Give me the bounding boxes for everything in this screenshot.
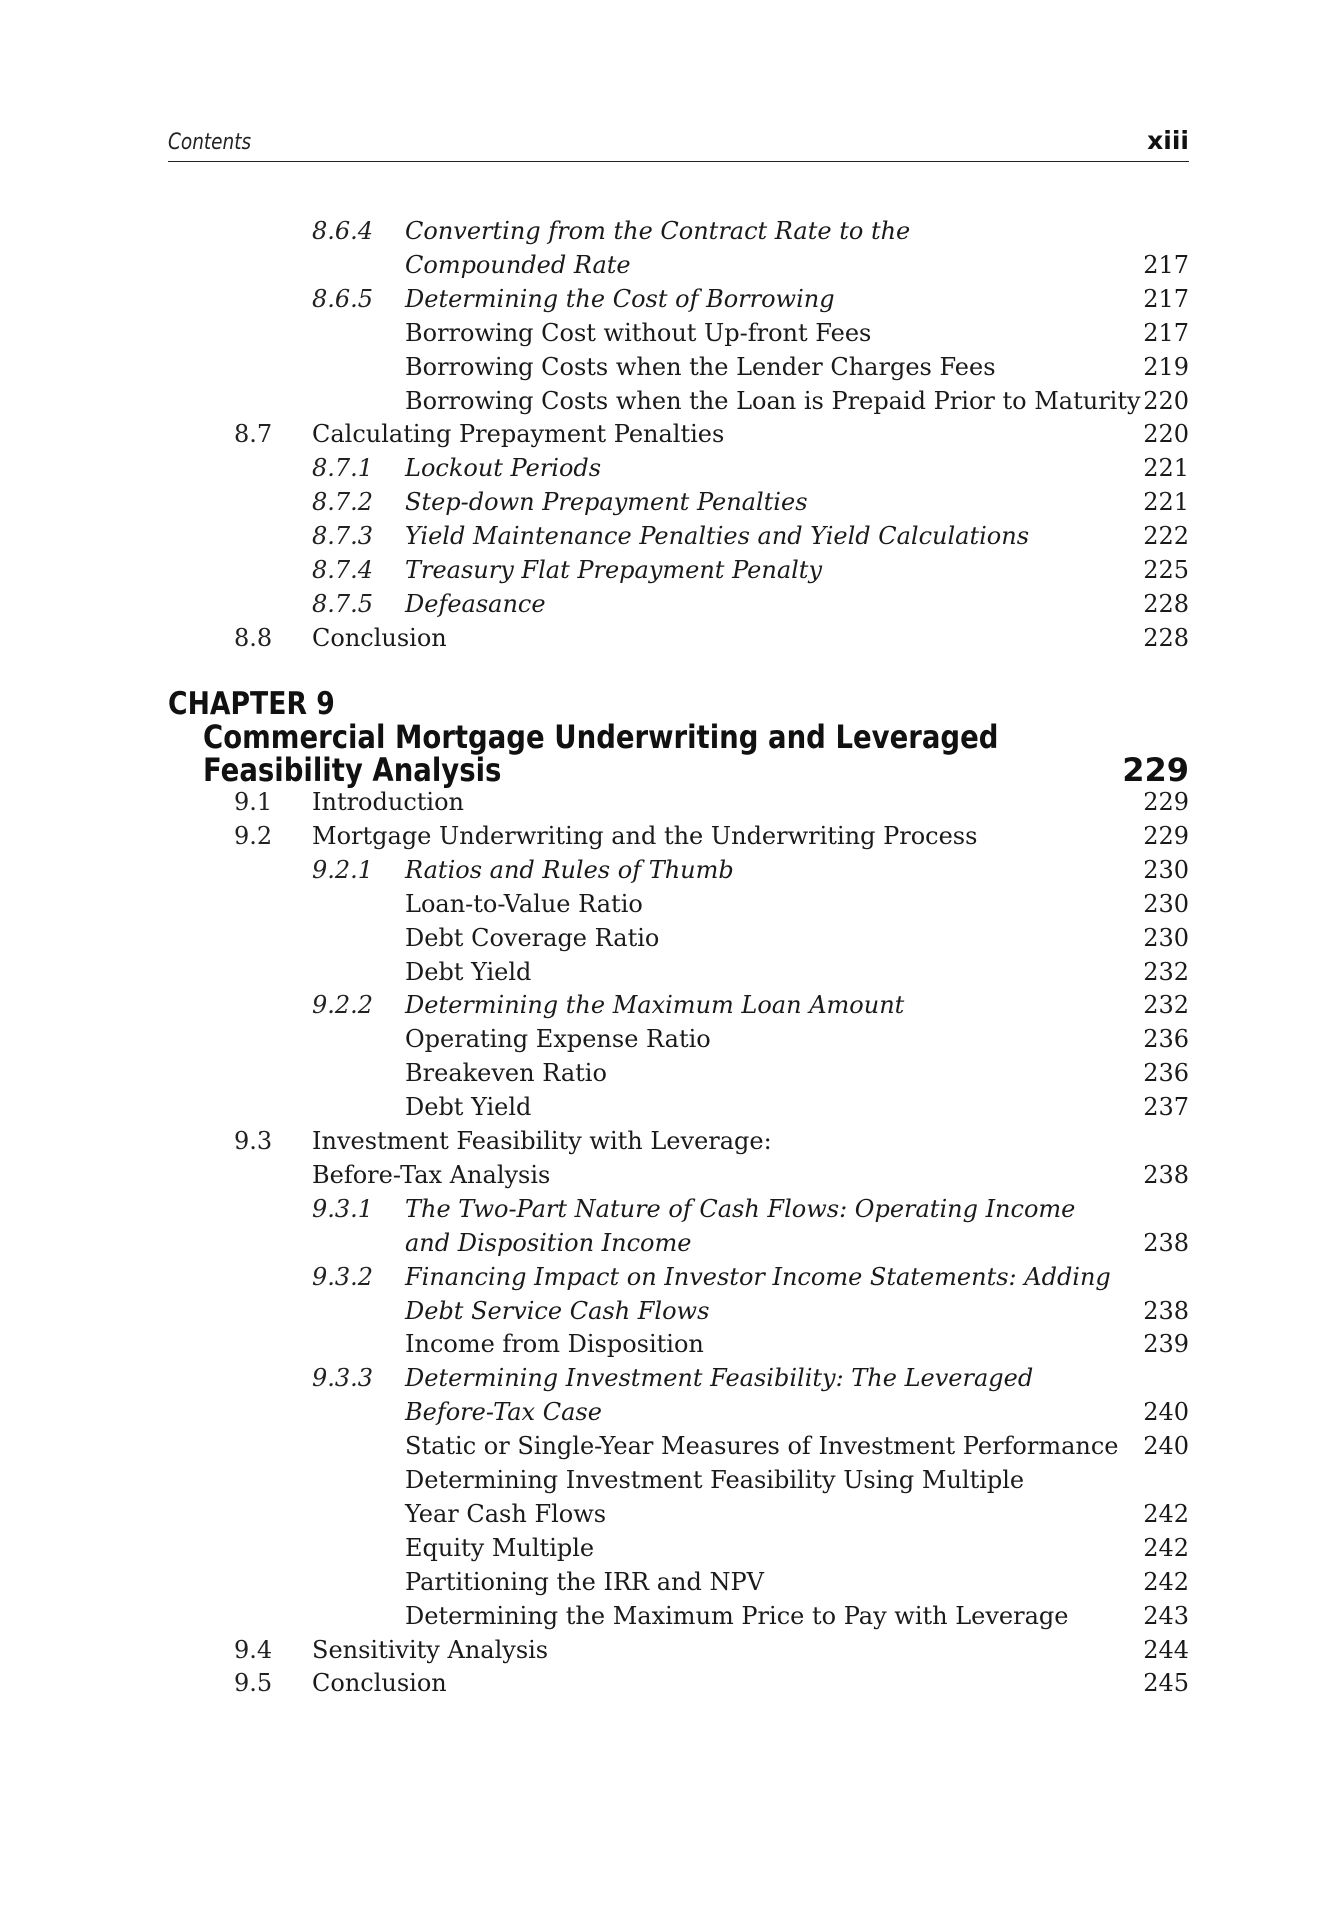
toc-entry-number: 9.3.1 — [312, 1194, 374, 1223]
chapter-title-line-1: Commercial Mortgage Underwriting and Leveraged — [203, 718, 999, 756]
toc-entry-page: 240 — [1143, 1398, 1189, 1427]
toc-entry-title: Debt Yield — [405, 1093, 532, 1122]
toc-entry — [0, 1633, 1339, 1667]
toc-entry — [0, 1361, 1339, 1395]
toc-entry — [0, 1429, 1339, 1463]
toc-entry-title: Investment Feasibility with Leverage: — [312, 1127, 772, 1155]
toc-entry — [0, 1395, 1339, 1429]
toc-entry-title: Year Cash Flows — [405, 1499, 607, 1528]
toc-entry — [0, 282, 1339, 316]
toc-entry-page: 239 — [1143, 1330, 1189, 1359]
chapter-label: CHAPTER 9 — [168, 686, 335, 722]
toc-entry-title: Conclusion — [312, 623, 447, 652]
toc-entry-number: 9.2.1 — [312, 855, 374, 884]
toc-entry-page: 219 — [1143, 352, 1189, 381]
toc-entry-title: Income from Disposition — [405, 1330, 704, 1359]
toc-entry — [0, 819, 1339, 853]
toc-entry-number: 8.7.4 — [312, 556, 374, 584]
toc-entry-title: Step-down Prepayment Penalties — [405, 488, 808, 517]
toc-entry-page: 236 — [1143, 1059, 1189, 1088]
toc-entry — [0, 1192, 1339, 1226]
toc-entry — [0, 853, 1339, 887]
toc-entry — [0, 451, 1339, 485]
running-head-page-number: xiii — [1147, 126, 1189, 155]
toc-entry-number: 8.7 — [234, 420, 273, 449]
toc-entry — [0, 384, 1339, 418]
toc-entry — [0, 1327, 1339, 1361]
toc-entry — [0, 587, 1339, 621]
toc-entry-number: 8.6.4 — [312, 217, 374, 245]
toc-entry-page: 242 — [1143, 1533, 1189, 1562]
running-head-title: Contents — [168, 130, 252, 155]
toc-entry-page: 242 — [1143, 1499, 1189, 1528]
toc-entry-page: 217 — [1143, 318, 1189, 347]
toc-entry-title: Static or Single-Year Measures of Investment Performance — [405, 1432, 1119, 1461]
toc-entry-number: 8.8 — [234, 623, 273, 652]
toc-entry-page: 240 — [1143, 1432, 1189, 1461]
toc-entry-page: 237 — [1143, 1093, 1189, 1122]
toc-entry-page: 242 — [1143, 1567, 1189, 1596]
toc-entry-page: 228 — [1143, 623, 1189, 652]
toc-entry — [0, 485, 1339, 519]
toc-entry-page: 245 — [1143, 1669, 1189, 1698]
toc-entry-title: Defeasance — [405, 589, 546, 618]
toc-entry-page: 221 — [1143, 454, 1189, 483]
toc-entry — [0, 955, 1339, 989]
toc-entry-title: Debt Coverage Ratio — [405, 923, 660, 952]
toc-entry-title: Ratios and Rules of Thumb — [405, 855, 734, 884]
toc-entry — [0, 988, 1339, 1022]
toc-entry-title: Determining Investment Feasibility Using Multiple — [405, 1466, 1025, 1494]
chapter-page-number: 229 — [1122, 751, 1189, 789]
toc-entry-title: Borrowing Costs when the Loan is Prepaid Prior to Maturity — [405, 386, 1141, 415]
toc-entry-number: 9.3.2 — [312, 1262, 374, 1291]
toc-entry — [0, 1056, 1339, 1090]
toc-entry-page: 222 — [1143, 522, 1189, 551]
toc-entry-title: Yield Maintenance Penalties and Yield Calculations — [405, 522, 1030, 551]
toc-entry-title: Compounded Rate — [405, 250, 631, 279]
toc-entry-title: Calculating Prepayment Penalties — [312, 420, 725, 449]
toc-entry — [0, 1226, 1339, 1260]
toc-entry — [0, 1497, 1339, 1531]
toc-entry-page: 238 — [1143, 1228, 1189, 1257]
toc-entry — [0, 1666, 1339, 1700]
toc-entry-title: Borrowing Costs when the Lender Charges Fees — [405, 352, 996, 381]
toc-entry — [0, 621, 1339, 655]
toc-entry — [0, 417, 1339, 451]
toc-entry-page: 230 — [1143, 889, 1189, 918]
toc-entry-title: Before-Tax Case — [405, 1398, 602, 1427]
chapter-title-line-2: Feasibility Analysis — [203, 751, 502, 789]
toc-entry — [0, 248, 1339, 282]
toc-entry-number: 8.6.5 — [312, 284, 374, 313]
toc-entry-number: 9.3 — [234, 1127, 273, 1155]
toc-entry-title: Determining Investment Feasibility: The Leveraged — [405, 1364, 1034, 1393]
toc-entry — [0, 1294, 1339, 1328]
toc-entry-title: and Disposition Income — [405, 1228, 692, 1257]
toc-entry-page: 244 — [1143, 1635, 1189, 1664]
toc-entry-number: 8.7.3 — [312, 522, 374, 551]
toc-entry-number: 8.7.5 — [312, 589, 374, 618]
toc-entry — [0, 785, 1339, 819]
toc-entry-page: 225 — [1143, 556, 1189, 584]
toc-entry-title: Operating Expense Ratio — [405, 1025, 711, 1054]
toc-entry — [0, 887, 1339, 921]
toc-entry — [0, 1124, 1339, 1158]
toc-entry-number: 8.7.1 — [312, 454, 374, 483]
toc-entry-title: Converting from the Contract Rate to the — [405, 217, 911, 245]
toc-entry-page: 228 — [1143, 589, 1189, 618]
toc-entry-title: Debt Service Cash Flows — [405, 1296, 710, 1325]
toc-entry-title: Determining the Cost of Borrowing — [405, 284, 835, 313]
toc-entry-page: 220 — [1143, 386, 1189, 415]
toc-entry-title: Treasury Flat Prepayment Penalty — [405, 556, 822, 584]
toc-entry-title: Determining the Maximum Price to Pay with Leverage — [405, 1601, 1069, 1630]
toc-entry-title: Borrowing Cost without Up-front Fees — [405, 318, 872, 347]
toc-entry-title: Before-Tax Analysis — [312, 1160, 551, 1189]
toc-entry-page: 229 — [1143, 788, 1189, 816]
toc-entry-title: Financing Impact on Investor Income Statements: Adding — [405, 1262, 1111, 1291]
toc-entry-number: 9.1 — [234, 788, 273, 816]
toc-entry-number: 9.2 — [234, 821, 273, 850]
toc-entry-number: 9.4 — [234, 1635, 273, 1664]
header-rule — [168, 161, 1189, 162]
toc-entry-page: 220 — [1143, 420, 1189, 449]
toc-entry-title: Lockout Periods — [405, 454, 602, 483]
toc-entry — [0, 1531, 1339, 1565]
toc-entry-page: 238 — [1143, 1296, 1189, 1325]
toc-entry-page: 243 — [1143, 1601, 1189, 1630]
toc-entry-page: 232 — [1143, 991, 1189, 1020]
toc-entry-page: 217 — [1143, 250, 1189, 279]
toc-entry-page: 221 — [1143, 488, 1189, 517]
toc-entry-page: 217 — [1143, 284, 1189, 313]
toc-entry-title: Loan-to-Value Ratio — [405, 889, 643, 918]
toc-entry-title: Conclusion — [312, 1669, 447, 1698]
toc-entry — [0, 1565, 1339, 1599]
toc-entry-number: 9.2.2 — [312, 991, 374, 1020]
toc-entry — [0, 1158, 1339, 1192]
toc-entry-page: 236 — [1143, 1025, 1189, 1054]
toc-entry — [0, 921, 1339, 955]
toc-entry-title: Partitioning the IRR and NPV — [405, 1567, 764, 1596]
toc-entry-number: 9.3.3 — [312, 1364, 374, 1393]
toc-entry-number: 8.7.2 — [312, 488, 374, 517]
toc-entry-page: 230 — [1143, 855, 1189, 884]
toc-entry-title: The Two-Part Nature of Cash Flows: Operating Income — [405, 1194, 1076, 1223]
toc-entry-page: 232 — [1143, 957, 1189, 986]
toc-entry-title: Sensitivity Analysis — [312, 1635, 549, 1664]
toc-entry — [0, 1022, 1339, 1056]
toc-entry — [0, 214, 1339, 248]
toc-entry-title: Introduction — [312, 788, 464, 816]
toc-entry-page: 230 — [1143, 923, 1189, 952]
toc-entry — [0, 316, 1339, 350]
toc-entry-title: Breakeven Ratio — [405, 1059, 607, 1088]
toc-entry — [0, 1090, 1339, 1124]
toc-entry-title: Equity Multiple — [405, 1533, 595, 1562]
toc-entry-title: Debt Yield — [405, 957, 532, 986]
toc-entry — [0, 519, 1339, 553]
toc-entry — [0, 553, 1339, 587]
toc-entry-title: Determining the Maximum Loan Amount — [405, 991, 905, 1020]
toc-entry — [0, 1260, 1339, 1294]
toc-entry-title: Mortgage Underwriting and the Underwriting Process — [312, 821, 978, 850]
toc-entry-number: 9.5 — [234, 1669, 273, 1698]
toc-entry — [0, 1463, 1339, 1497]
toc-entry-page: 238 — [1143, 1160, 1189, 1189]
toc-entry-page: 229 — [1143, 821, 1189, 850]
toc-entry — [0, 1599, 1339, 1633]
toc-entry — [0, 350, 1339, 384]
